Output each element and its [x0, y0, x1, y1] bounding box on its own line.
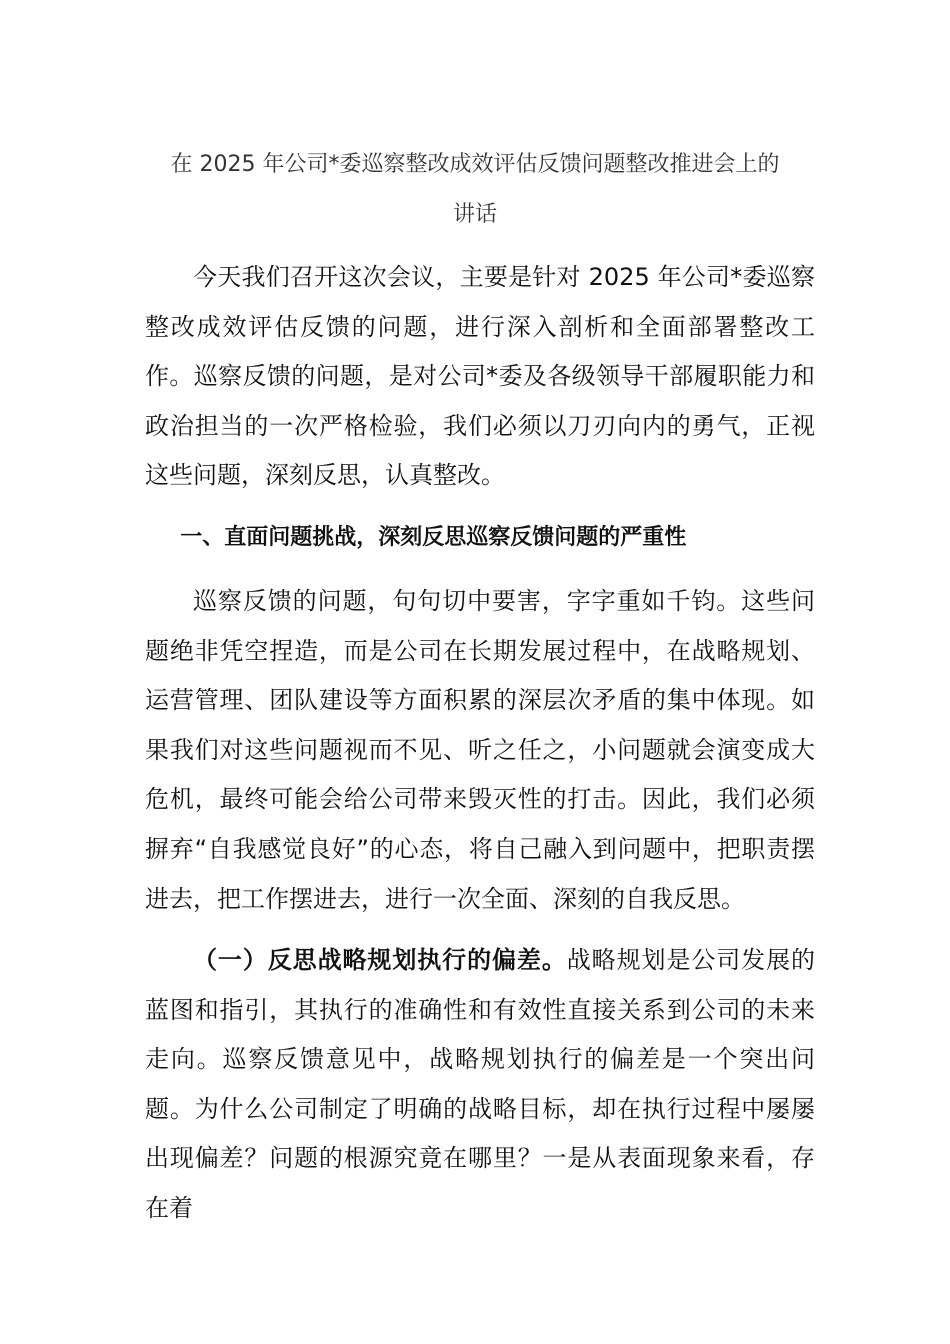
paragraph-section-1: 巡察反馈的问题，句句切中要害，字字重如千钧。这些问题绝非凭空捏造，而是公司在长期发展过程中，在战略规划、运营管理、团队建设等方面积累的深层次矛盾的集中体现。如果我们对这些问题视而不见、听之任之，小问题就会演变成大危机，最终可能会给公司带来毁灭性的打击。因此，我们必须摒弃“自我感觉良好”的心态，将自己融入到问题中，把职责摆进去，把工作摆进去，进行一次全面、深刻的自我反思。 [145, 587, 815, 913]
document-title-line-2: 讲话 [452, 202, 497, 227]
section-heading-1: 一、直面问题挑战，深刻反思巡察反馈问题的严重性 [180, 525, 687, 550]
document-title-line-1: 在 2025 年公司*委巡察整改成效评估反馈问题整改推进会上的 [170, 152, 780, 177]
subsection-lead: （一）反思战略规划执行的偏差。 [193, 946, 567, 974]
paragraph-subsection-1 [145, 936, 815, 1234]
paragraph-intro: 今天我们召开这次会议，主要是针对 2025 年公司*委巡察整改成效评估反馈的问题，进行深入剖析和全面部署整改工作。巡察反馈的问题，是对公司*委及各级领导干部履职能力和政治担当的一次严格检验，我们必须以刀刃向内的勇气，正视这些问题，深刻反思，认真整改。 [145, 263, 815, 490]
subsection-body: 战略规划是公司发展的蓝图和指引，其执行的准确性和有效性直接关系到公司的未来走向。巡察反馈意见中，战略规划执行的偏差是一个突出问题。为什么公司制定了明确的战略目标，却在执行过程中屡屡出现偏差？问题的根源究竟在哪里？一是从表面现象来看，存在着 [145, 946, 815, 1222]
